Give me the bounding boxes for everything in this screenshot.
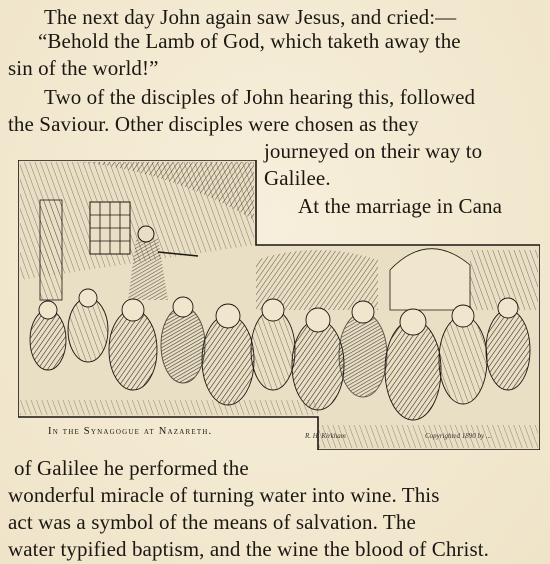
text-line-11: act was a symbol of the means of salvation. The xyxy=(8,510,416,534)
text-line-2: “Behold the Lamb of God, which taketh away the xyxy=(38,29,461,53)
engraving-image xyxy=(18,160,540,450)
text-line-6: journeyed on their way to xyxy=(264,139,483,163)
copyright-mark: Copyrighted 1890 by ... xyxy=(425,432,492,440)
text-line-12: water typified baptism, and the wine the blood of Christ. xyxy=(8,537,490,561)
synagogue-illustration xyxy=(18,160,540,450)
text-line-9: of Galilee he performed the xyxy=(14,456,249,480)
text-line-5: the Saviour. Other disciples were chosen as they xyxy=(8,112,419,136)
text-line-10: wonderful miracle of turning water into wine. This xyxy=(8,483,440,507)
text-line-4: Two of the disciples of John hearing this, followed xyxy=(44,85,476,109)
text-line-7: Galilee. xyxy=(264,166,331,190)
text-line-3: sin of the world!” xyxy=(8,56,159,80)
text-line-1: The next day John again saw Jesus, and cried:— xyxy=(44,5,457,29)
text-line-8: At the marriage in Cana xyxy=(298,194,503,218)
artist-signature: R. H. Kirkham xyxy=(305,432,346,440)
illustration-caption: In the Synagogue at Nazareth. xyxy=(48,426,213,437)
